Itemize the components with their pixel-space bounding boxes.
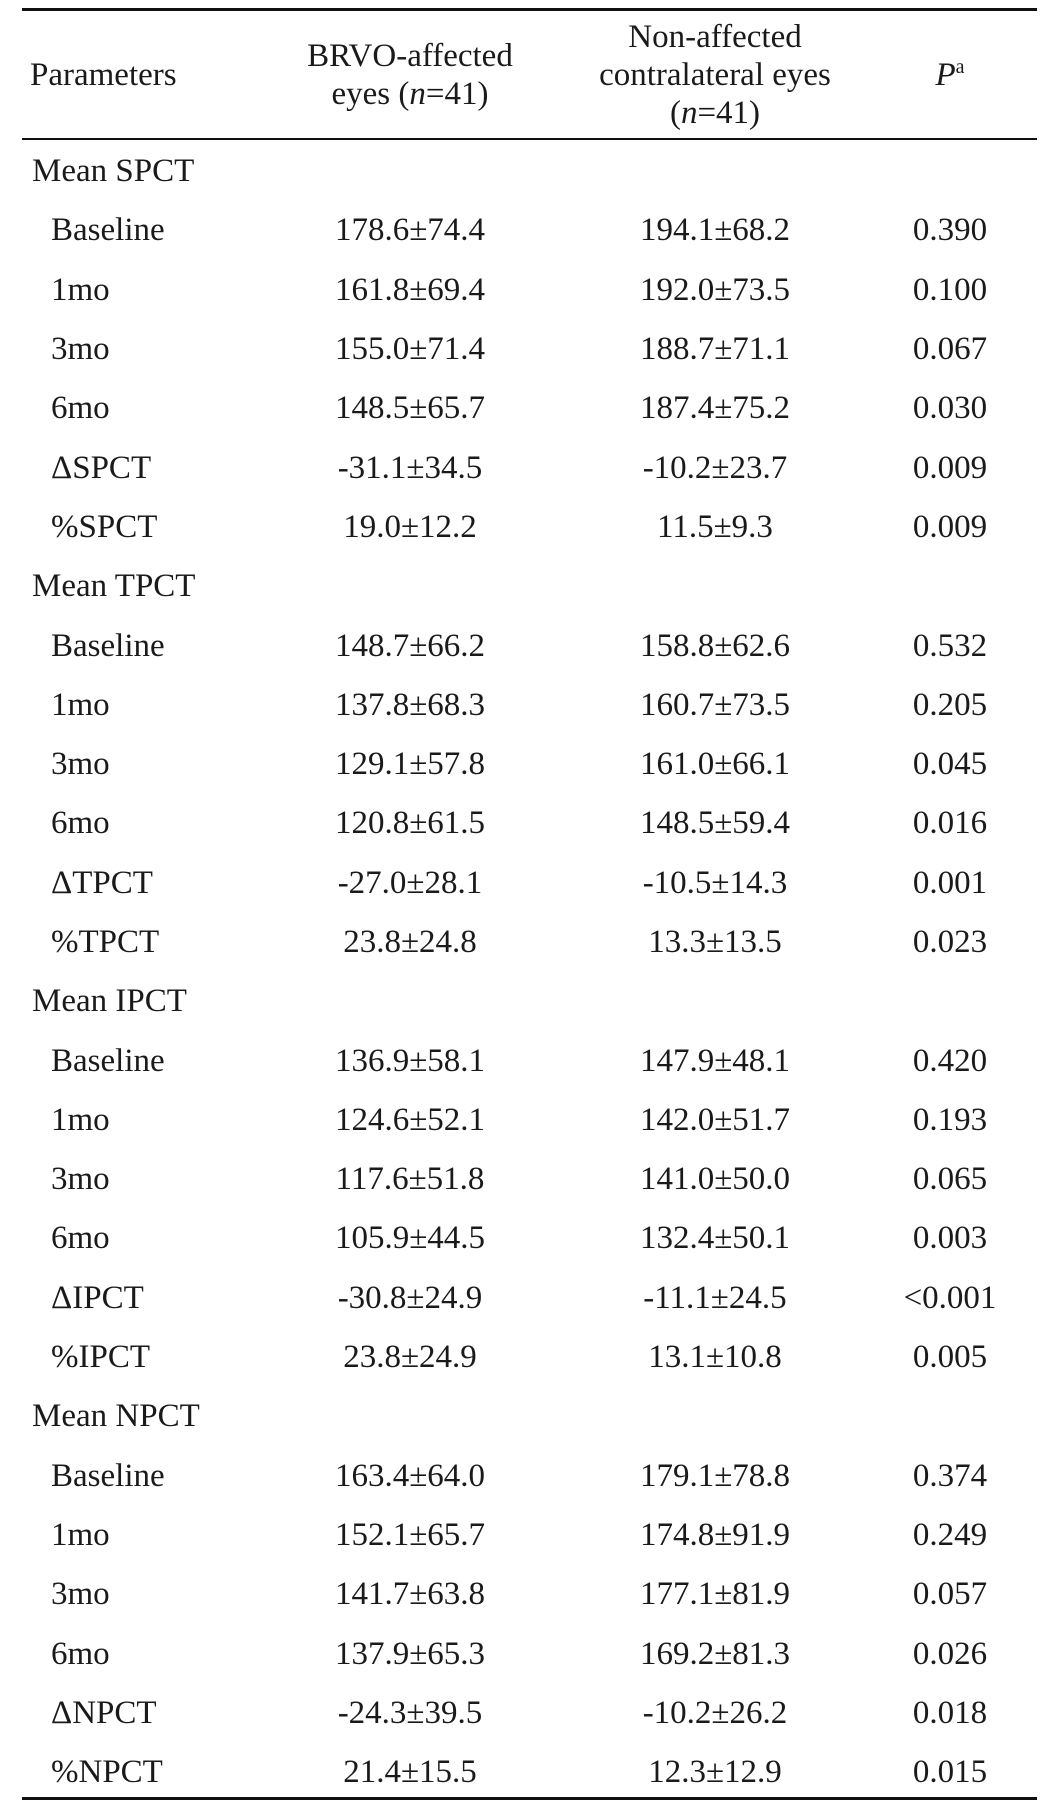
table-row	[0, 1328, 1045, 1387]
row-label: 6mo	[51, 1635, 110, 1672]
non-affected-value: 158.8±62.6	[639, 627, 791, 664]
table-row	[0, 1209, 1045, 1268]
p-value: 0.018	[912, 1694, 988, 1731]
row-label: 3mo	[51, 1161, 110, 1198]
p-value: 0.390	[912, 212, 988, 249]
row-label: 6mo	[51, 390, 110, 427]
row-label: 3mo	[51, 331, 110, 368]
header-p-value: $P^a$	[935, 56, 965, 93]
non-affected-value: 188.7±71.1	[639, 331, 791, 368]
p-value: 0.065	[912, 1161, 988, 1198]
group-title: Mean NPCT	[32, 1398, 200, 1435]
p-value: 0.374	[912, 1457, 988, 1494]
p-value: <0.001	[903, 1279, 997, 1316]
brvo-value: 124.6±52.1	[334, 1101, 486, 1138]
non-affected-value: 194.1±68.2	[639, 212, 791, 249]
table-row	[0, 913, 1045, 972]
non-affected-value: -11.1±24.5	[643, 1279, 787, 1316]
non-affected-value: 174.8±91.9	[639, 1516, 791, 1553]
group-title: Mean TPCT	[32, 568, 196, 605]
brvo-value: 152.1±65.7	[334, 1516, 486, 1553]
brvo-value: 136.9±58.1	[334, 1042, 486, 1079]
row-label: 1mo	[51, 271, 110, 308]
p-value: 0.026	[912, 1635, 988, 1672]
p-value: 0.009	[912, 449, 988, 486]
row-label: %TPCT	[51, 924, 160, 960]
table-row	[0, 498, 1045, 557]
table-row	[0, 1684, 1045, 1743]
brvo-value: 178.6±74.4	[334, 212, 486, 249]
non-affected-value: 141.0±50.0	[639, 1161, 791, 1198]
brvo-value: 21.4±15.5	[343, 1754, 477, 1791]
table-body	[0, 142, 1045, 1802]
table-row	[0, 261, 1045, 320]
p-value: 0.532	[912, 627, 988, 664]
group-title: Mean SPCT	[32, 153, 195, 190]
brvo-value: -27.0±28.1	[337, 864, 483, 901]
header-brvo-line1: BRVO-affected	[307, 38, 513, 74]
p-value: 0.057	[912, 1576, 988, 1613]
brvo-value: 23.8±24.9	[343, 1339, 477, 1376]
row-label: %SPCT	[51, 508, 158, 545]
row-label: %IPCT	[51, 1339, 150, 1376]
p-value: 0.205	[912, 686, 988, 723]
non-affected-value: 161.0±66.1	[639, 746, 791, 783]
table-row	[0, 676, 1045, 735]
table-row	[0, 1624, 1045, 1683]
brvo-value: 120.8±61.5	[334, 805, 486, 842]
non-affected-value: -10.2±26.2	[642, 1694, 788, 1731]
non-affected-value: 132.4±50.1	[639, 1220, 791, 1257]
p-value: 0.009	[912, 508, 988, 545]
brvo-value: 105.9±44.5	[334, 1220, 486, 1257]
table-row	[0, 1565, 1045, 1624]
non-affected-value: 13.3±13.5	[648, 924, 782, 960]
row-label: Baseline	[51, 1042, 165, 1079]
brvo-value: 161.8±69.4	[334, 271, 486, 308]
row-label: 6mo	[51, 805, 110, 842]
non-affected-value: 12.3±12.9	[648, 1754, 782, 1791]
p-value: 0.005	[912, 1339, 988, 1376]
non-affected-value: 192.0±73.5	[639, 271, 791, 308]
p-value: 0.016	[912, 805, 988, 842]
p-value: 0.045	[912, 746, 988, 783]
p-value: 0.023	[912, 924, 988, 960]
table-row	[0, 794, 1045, 853]
brvo-value: 148.5±65.7	[334, 390, 486, 427]
p-value: 0.193	[912, 1101, 988, 1138]
p-value: 0.100	[912, 271, 988, 308]
table-row	[0, 201, 1045, 260]
header-brvo-affected	[270, 12, 550, 138]
non-affected-value: 142.0±51.7	[639, 1101, 791, 1138]
table-row	[0, 1269, 1045, 1328]
row-label: ΔTPCT	[51, 864, 153, 901]
row-label: 1mo	[51, 1101, 110, 1138]
group-title: Mean IPCT	[32, 983, 187, 1020]
header-brvo-line2: eyes (n=41)	[331, 76, 489, 112]
header-non-line2: contralateral eyes	[599, 57, 831, 93]
p-value: 0.030	[912, 390, 988, 427]
brvo-value: 23.8±24.8	[343, 924, 477, 960]
table-row	[0, 854, 1045, 913]
non-affected-value: 179.1±78.8	[639, 1457, 791, 1494]
row-label: Baseline	[51, 627, 165, 664]
table-row	[0, 1506, 1045, 1565]
row-label: Baseline	[51, 1457, 165, 1494]
group-title-row	[0, 972, 1045, 1031]
brvo-value: 163.4±64.0	[334, 1457, 486, 1494]
brvo-value: 148.7±66.2	[334, 627, 486, 664]
non-affected-value: 11.5±9.3	[657, 508, 773, 545]
row-label: Baseline	[51, 212, 165, 249]
non-affected-value: -10.5±14.3	[642, 864, 788, 901]
non-affected-value: 187.4±75.2	[639, 390, 791, 427]
header-non-affected	[560, 12, 870, 138]
non-affected-value: 177.1±81.9	[639, 1576, 791, 1613]
brvo-value: 137.9±65.3	[334, 1635, 486, 1672]
brvo-value: -24.3±39.5	[337, 1694, 483, 1731]
row-label: 6mo	[51, 1220, 110, 1257]
group-title-row	[0, 142, 1045, 201]
table-row	[0, 320, 1045, 379]
brvo-value: -31.1±34.5	[337, 449, 483, 486]
brvo-value: 129.1±57.8	[334, 746, 486, 783]
table-header	[0, 12, 1045, 138]
row-label: ΔSPCT	[51, 449, 152, 486]
p-value: 0.249	[912, 1516, 988, 1553]
p-value: 0.067	[912, 331, 988, 368]
group-title-row	[0, 1387, 1045, 1446]
non-affected-value: 13.1±10.8	[648, 1339, 782, 1376]
row-label: ΔNPCT	[51, 1694, 157, 1731]
table-row	[0, 379, 1045, 438]
table-row	[0, 735, 1045, 794]
p-value: 0.001	[912, 864, 988, 901]
bottom-rule	[22, 1797, 1037, 1800]
table-row	[0, 1447, 1045, 1506]
table-row	[0, 438, 1045, 497]
brvo-value: 19.0±12.2	[343, 508, 477, 545]
row-label: 1mo	[51, 686, 110, 723]
non-affected-value: 160.7±73.5	[639, 686, 791, 723]
brvo-value: -30.8±24.9	[337, 1279, 483, 1316]
table-row	[0, 616, 1045, 675]
non-affected-value: 148.5±59.4	[639, 805, 791, 842]
non-affected-value: -10.2±23.7	[642, 449, 788, 486]
brvo-value: 155.0±71.4	[334, 331, 486, 368]
row-label: %NPCT	[51, 1754, 163, 1791]
table-row	[0, 1031, 1045, 1090]
brvo-value: 141.7±63.8	[334, 1576, 486, 1613]
header-rule	[22, 138, 1037, 140]
p-value: 0.003	[912, 1220, 988, 1257]
p-value: 0.420	[912, 1042, 988, 1079]
header-non-line1: Non-affected	[628, 19, 802, 55]
p-value: 0.015	[912, 1754, 988, 1791]
non-affected-value: 147.9±48.1	[639, 1042, 791, 1079]
row-label: 3mo	[51, 1576, 110, 1613]
table-row	[0, 1091, 1045, 1150]
top-rule	[22, 8, 1037, 11]
table-row	[0, 1150, 1045, 1209]
header-parameters: Parameters	[30, 57, 177, 93]
table-row	[0, 1743, 1045, 1802]
row-label: 1mo	[51, 1516, 110, 1553]
row-label: ΔIPCT	[51, 1279, 144, 1316]
header-non-line3: (n=41)	[669, 95, 761, 131]
group-title-row	[0, 557, 1045, 616]
brvo-value: 137.8±68.3	[334, 686, 486, 723]
non-affected-value: 169.2±81.3	[639, 1635, 791, 1672]
brvo-value: 117.6±51.8	[335, 1161, 485, 1198]
row-label: 3mo	[51, 746, 110, 783]
